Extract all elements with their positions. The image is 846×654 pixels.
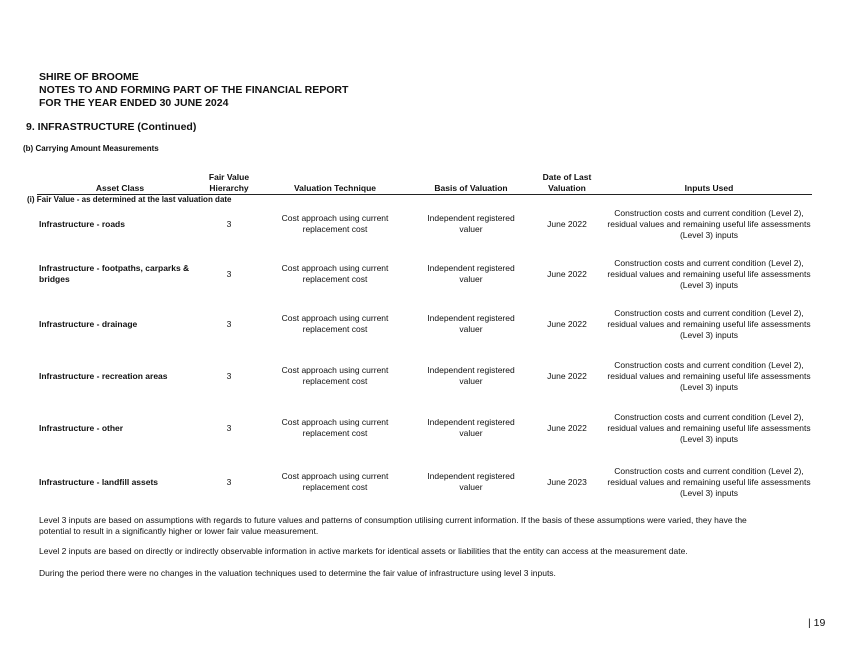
report-entity-title: SHIRE OF BROOME (39, 71, 139, 83)
fair-value-hierarchy-cell: 3 (226, 370, 232, 381)
col-header-fair-value-hierarchy: Fair Value Hierarchy (208, 172, 250, 193)
date-of-last-valuation-cell: June 2023 (547, 476, 587, 487)
inputs-used-cell: Construction costs and current condition (Level 2), residual values and remaining useful life assessments (Level 3) inputs (607, 307, 811, 340)
asset-class-cell: Infrastructure - landfill assets (39, 476, 159, 487)
table-group-label: (i) Fair Value - as determined at the last valuation date (27, 195, 232, 204)
col-header-valuation-technique: Valuation Technique (293, 183, 377, 193)
col-header-date-of-last-valuation: Date of Last Valuation (542, 172, 592, 193)
fair-value-hierarchy-cell: 3 (226, 268, 232, 279)
note-level-3-inputs: Level 3 inputs are based on assumptions with regards to future values and patterns of consumption utilising current information. If the basis of these assumptions were varied, they have the potential to result in a significantly higher or lower fair value measurement. (39, 515, 747, 536)
asset-class-cell: Infrastructure - roads (39, 218, 125, 229)
table-row (0, 408, 846, 448)
page-number: | 19 (808, 617, 826, 629)
basis-of-valuation-cell: Independent registered valuer (427, 263, 515, 284)
fair-value-hierarchy-cell: 3 (226, 218, 232, 229)
asset-class-cell: Infrastructure - recreation areas (39, 370, 168, 381)
asset-class-cell: Infrastructure - drainage (39, 318, 138, 329)
table-row (0, 204, 846, 244)
inputs-used-cell: Construction costs and current condition (Level 2), residual values and remaining useful life assessments (Level 3) inputs (607, 257, 811, 290)
section-subtitle: (b) Carrying Amount Measurements (23, 144, 159, 153)
asset-class-cell: Infrastructure - footpaths, carparks & bridges (39, 263, 190, 284)
date-of-last-valuation-cell: June 2022 (547, 268, 587, 279)
table-row (0, 462, 846, 502)
basis-of-valuation-cell: Independent registered valuer (427, 471, 515, 492)
report-period-title: FOR THE YEAR ENDED 30 JUNE 2024 (39, 97, 229, 109)
valuation-technique-cell: Cost approach using current replacement cost (281, 263, 389, 284)
valuation-technique-cell: Cost approach using current replacement cost (281, 365, 389, 386)
note-level-2-inputs: Level 2 inputs are based on directly or indirectly observable information in active markets for identical assets or liabilities that the entity can access at the measurement date. (39, 546, 688, 556)
col-header-basis-of-valuation: Basis of Valuation (434, 183, 508, 193)
basis-of-valuation-cell: Independent registered valuer (427, 365, 515, 386)
col-header-inputs-used: Inputs Used (684, 183, 734, 193)
fair-value-hierarchy-cell: 3 (226, 318, 232, 329)
note-valuation-techniques: During the period there were no changes in the valuation techniques used to determine the fair value of infrastructure using level 3 inputs. (39, 568, 556, 578)
date-of-last-valuation-cell: June 2022 (547, 422, 587, 433)
report-notes-title: NOTES TO AND FORMING PART OF THE FINANCIAL REPORT (39, 84, 349, 96)
inputs-used-cell: Construction costs and current condition (Level 2), residual values and remaining useful life assessments (Level 3) inputs (607, 411, 811, 444)
section-title: 9. INFRASTRUCTURE (Continued) (26, 121, 197, 133)
inputs-used-cell: Construction costs and current condition (Level 2), residual values and remaining useful life assessments (Level 3) inputs (607, 359, 811, 392)
basis-of-valuation-cell: Independent registered valuer (427, 313, 515, 334)
basis-of-valuation-cell: Independent registered valuer (427, 417, 515, 438)
valuation-technique-cell: Cost approach using current replacement cost (281, 213, 389, 234)
table-row (0, 304, 846, 344)
date-of-last-valuation-cell: June 2022 (547, 218, 587, 229)
date-of-last-valuation-cell: June 2022 (547, 318, 587, 329)
date-of-last-valuation-cell: June 2022 (547, 370, 587, 381)
table-row (0, 356, 846, 396)
table-row (0, 254, 846, 294)
valuation-technique-cell: Cost approach using current replacement cost (281, 471, 389, 492)
basis-of-valuation-cell: Independent registered valuer (427, 213, 515, 234)
asset-class-cell: Infrastructure - other (39, 422, 124, 433)
valuation-technique-cell: Cost approach using current replacement cost (281, 313, 389, 334)
col-header-asset-class: Asset Class (95, 183, 145, 193)
valuation-technique-cell: Cost approach using current replacement cost (281, 417, 389, 438)
fair-value-hierarchy-cell: 3 (226, 422, 232, 433)
inputs-used-cell: Construction costs and current condition (Level 2), residual values and remaining useful life assessments (Level 3) inputs (607, 207, 811, 240)
inputs-used-cell: Construction costs and current condition (Level 2), residual values and remaining useful life assessments (Level 3) inputs (607, 465, 811, 498)
fair-value-hierarchy-cell: 3 (226, 476, 232, 487)
